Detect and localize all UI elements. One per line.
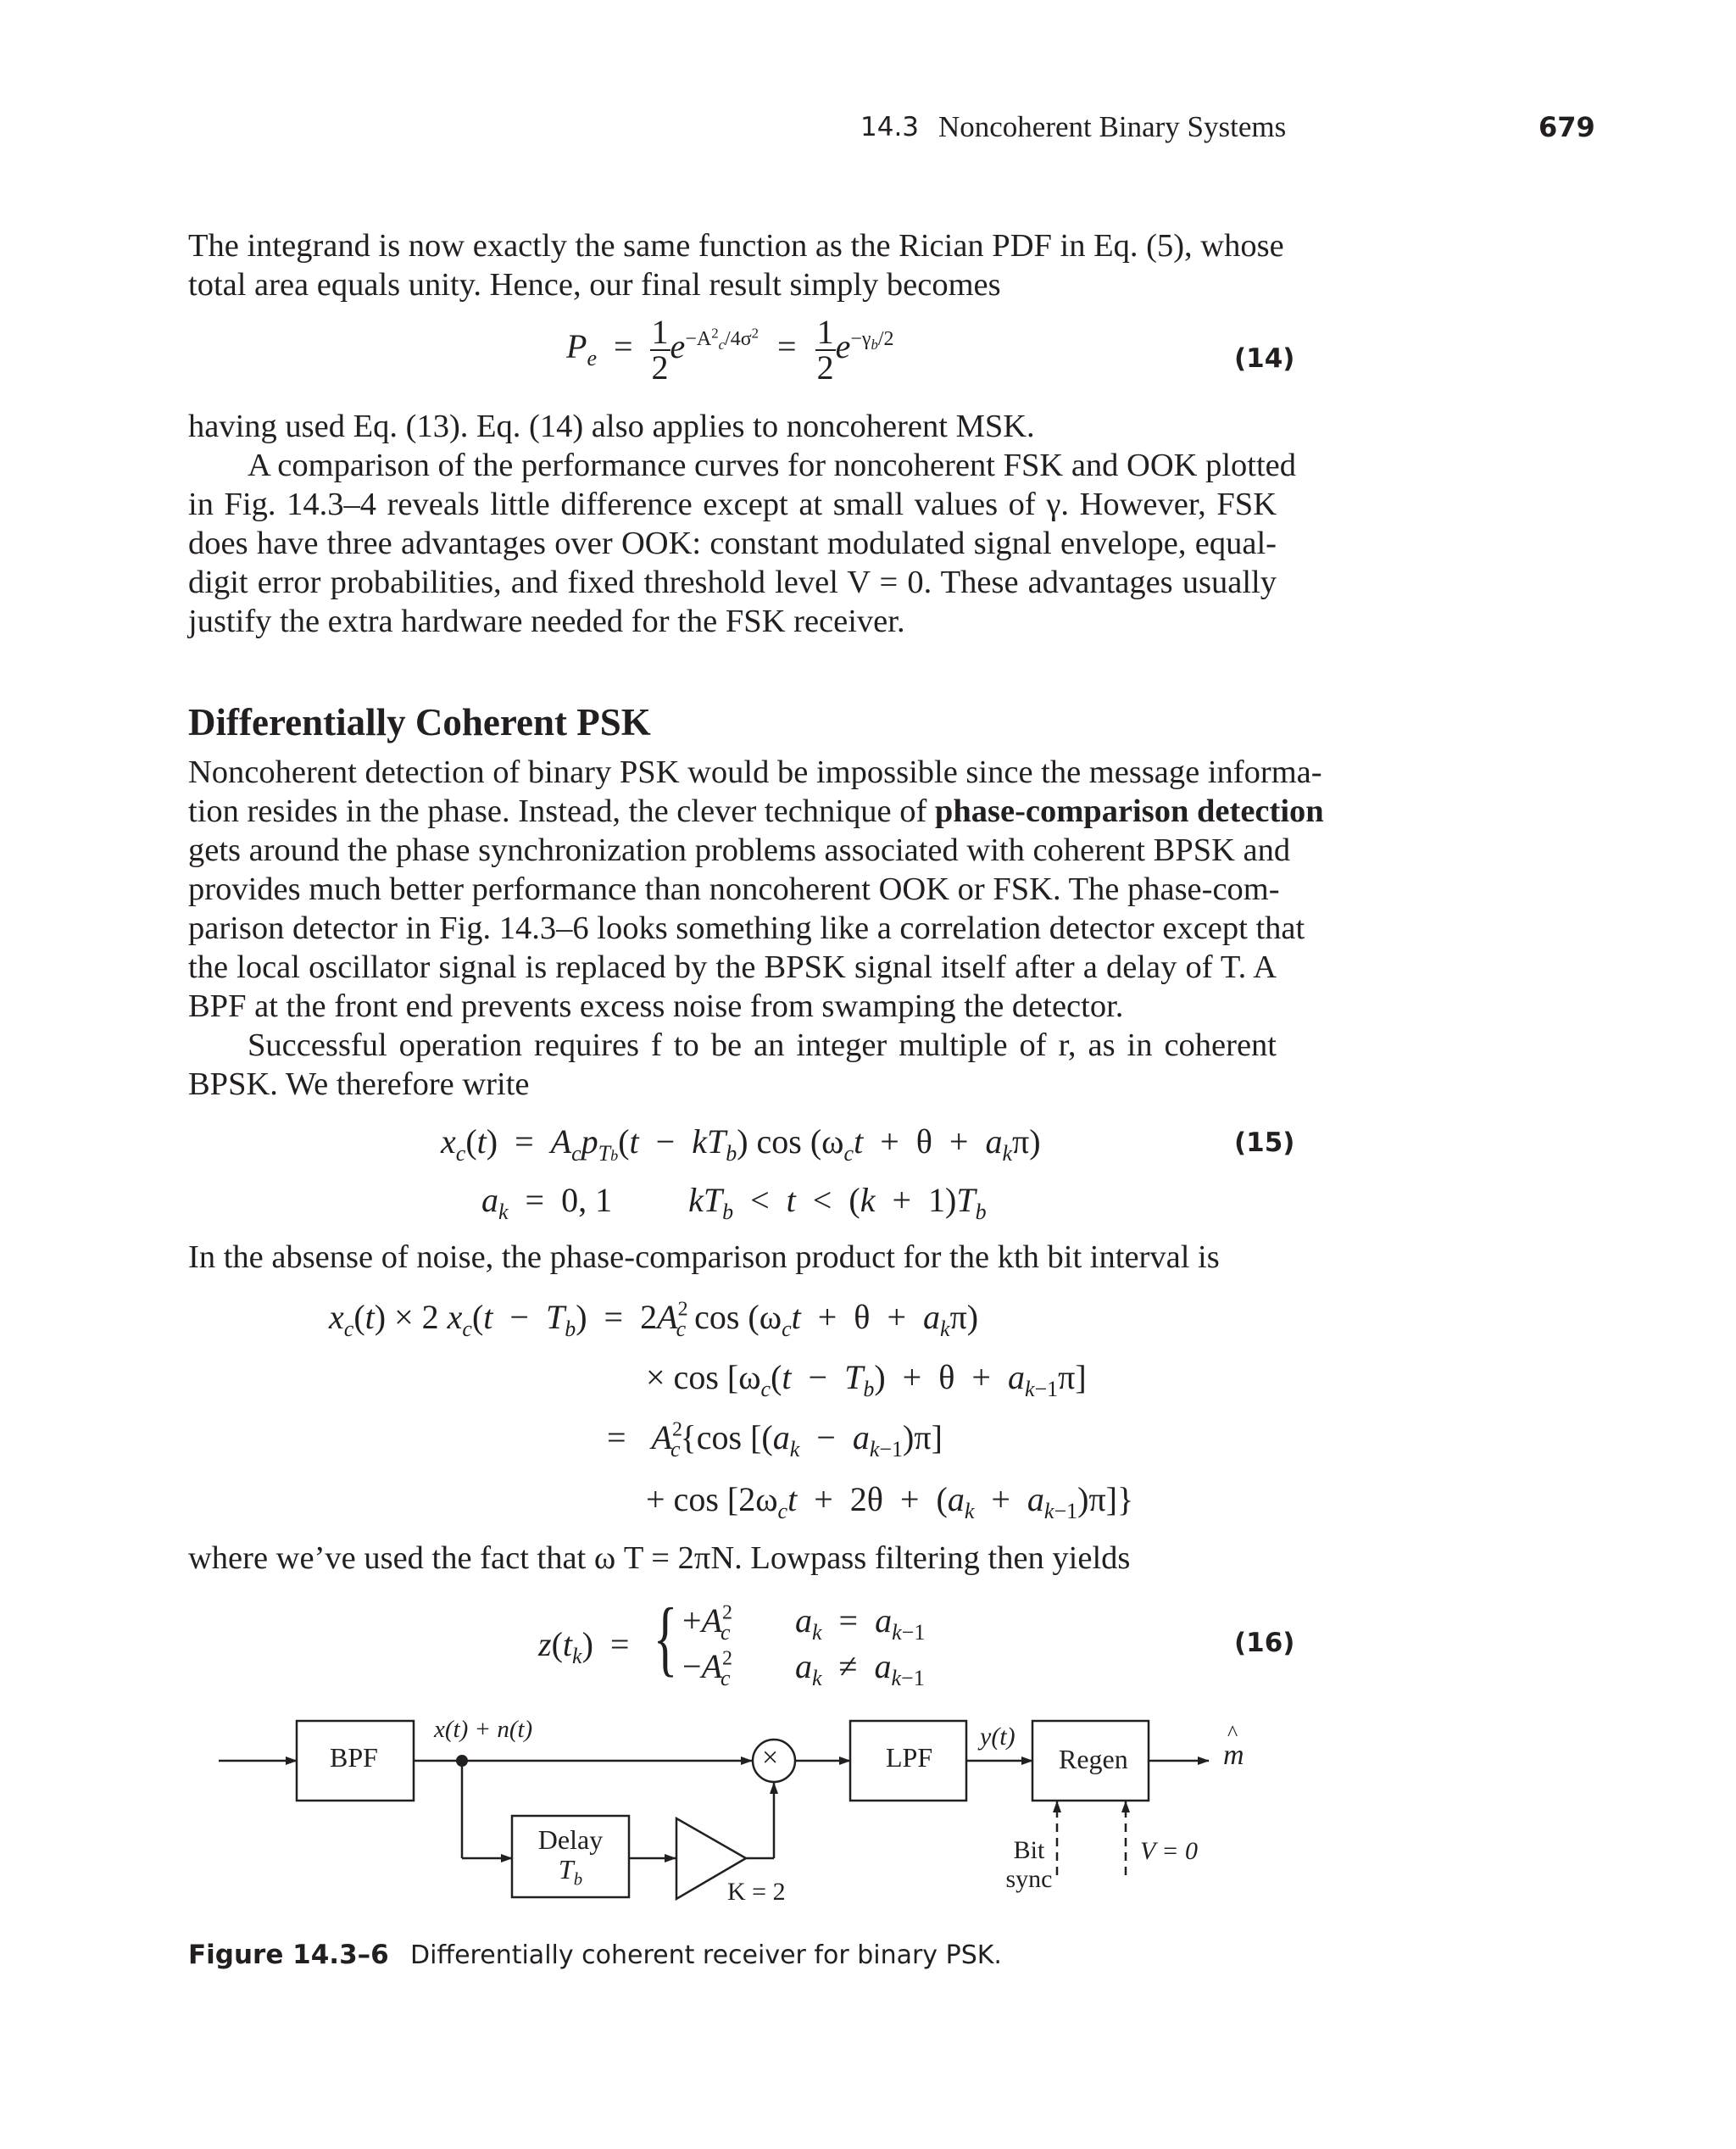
lpf-label: LPF	[886, 1742, 933, 1773]
paragraph-6-line-1: In the absense of noise, the phase-comparison product for the kth bit interval is	[188, 1239, 1220, 1275]
eq14-lhs-sub: e	[587, 346, 597, 371]
multiplier-symbol: ×	[762, 1742, 779, 1773]
equation-14-number: (14)	[1234, 343, 1295, 374]
equation-14: $P_e$ = $\frac{1}{2}$ $e^{-A^2_c/4\sigma^2}$ = $\frac{1}{2}$ $e^{-\gamma_b/2}$	[566, 313, 894, 387]
bit-sync-label	[1002, 1836, 1056, 1894]
paragraph-4-line-3: gets around the phase synchronization problems associated with coherent BPSK and	[188, 832, 1291, 868]
paragraph-4-line-4: provides much better performance than noncoherent OOK or FSK. The phase-com-	[188, 871, 1280, 907]
page-number: 679	[1538, 111, 1595, 143]
product-equation-line-1: $x_c(t) \times 2$ $x_c(t - T_b) = 2A^2_c$ $\cos (\omega_ct + \theta + a_k\pi)$	[329, 1298, 979, 1342]
running-header-title: Noncoherent Binary Systems	[938, 110, 1287, 143]
paragraph-4-line-2-text: tion resides in the phase. Instead, the clever technique of	[188, 793, 935, 829]
paragraph-5-line-2: BPSK. We therefore write	[188, 1066, 530, 1102]
running-header-section-number: 14.3	[860, 112, 920, 142]
product-equation-line-4: + $\cos [2\omega_ct + 2\theta + (a_k + a_{k-1})\pi]$}	[646, 1480, 1134, 1524]
regen-label: Regen	[1059, 1744, 1128, 1774]
eq14-exponent-2-rest: /2	[877, 327, 894, 350]
paragraph-1-line-1: The integrand is now exactly the same function as the Rician PDF in Eq. (5), whose	[188, 228, 1284, 264]
paragraph-4-line-6: the local oscillator signal is replaced by the BPSK signal itself after a delay of T. A	[188, 949, 1277, 985]
eq14-exponent-1: −A	[685, 327, 712, 350]
paragraph-2-line-1: having used Eq. (13). Eq. (14) also applies to noncoherent MSK.	[188, 409, 1035, 444]
paragraph-4-line-1: Noncoherent detection of binary PSK would be impossible since the message informa-	[188, 754, 1322, 790]
paragraph-4-line-7: BPF at the front end prevents excess noise from swamping the detector.	[188, 988, 1124, 1024]
gain-label: K = 2	[727, 1878, 786, 1906]
paragraph-1-line-2: total area equals unity. Hence, our final result simply becomes	[188, 267, 1001, 303]
equation-15-line-1: $x_c(t) = A_cp_{Tb}(t - kT_b)$ $\cos (\omega_ct + \theta + a_k\pi)$	[441, 1122, 1041, 1166]
product-equation-line-3: = $A^2_c\{\cos$ $[(a_k - a_{k-1})\pi]$	[607, 1418, 943, 1462]
delay-label-line-1: Delay	[537, 1824, 604, 1855]
paragraph-4-line-5: parison detector in Fig. 14.3–6 looks something like a correlation detector except that	[188, 910, 1305, 946]
product-equation-line-2: × $\cos [\omega_c(t - T_b) + \theta + a_{k-1}\pi]$	[646, 1358, 1087, 1402]
equation-15-line-2: $a_k = 0$, 1 $kT_b < t < (k + 1)T_b$	[481, 1181, 987, 1225]
equation-15-number: (15)	[1234, 1127, 1295, 1158]
threshold-label: V = 0	[1140, 1837, 1199, 1865]
phase-comparison-detection-term: phase-comparison detection	[934, 793, 1324, 829]
eq14-exponent-1-rest: /4σ	[725, 327, 752, 350]
bit-sync-label-line-1: Bit	[1013, 1836, 1045, 1864]
output-m-hat-label: m ^	[1223, 1721, 1244, 1771]
equation-16-number: (16)	[1234, 1628, 1295, 1658]
paragraph-3-line-2: in Fig. 14.3–4 reveals little difference except at small values of γ. However, FSK	[188, 487, 1277, 522]
eq14-lhs: P	[566, 327, 587, 366]
junction-dot	[456, 1755, 468, 1767]
figure-label: Figure 14.3–6	[188, 1940, 389, 1970]
y-signal-label: y(t)	[980, 1723, 1015, 1751]
eq14-exponent-2: −γ	[850, 327, 871, 350]
paragraph-3-line-3: does have three advantages over OOK: constant modulated signal envelope, equal-	[188, 526, 1277, 561]
paragraph-3-line-4: digit error probabilities, and fixed threshold level V = 0. These advantages usually	[188, 565, 1277, 600]
delay-label-t: T	[558, 1854, 574, 1885]
section-heading: Differentially Coherent PSK	[188, 701, 651, 743]
paragraph-5-line-1: Successful operation requires f to be an integer multiple of r, as in coherent	[248, 1027, 1277, 1063]
paragraph-3-line-1: A comparison of the performance curves for noncoherent FSK and OOK plotted	[248, 448, 1297, 483]
delay-label	[512, 1824, 629, 1890]
bit-sync-label-line-2: sync	[1005, 1865, 1053, 1893]
output-symbol: m	[1223, 1740, 1244, 1771]
delay-label-line-2: $T_b$	[558, 1854, 583, 1890]
paragraph-3-line-5: justify the extra hardware needed for the FSK receiver.	[188, 604, 905, 639]
paragraph-7-line-1: where we’ve used the fact that ω T = 2πN. Lowpass filtering then yields	[188, 1540, 1131, 1576]
figure-caption: Differentially coherent receiver for binary PSK.	[410, 1940, 1002, 1970]
input-signal-label: x(t) + n(t)	[434, 1716, 533, 1743]
bpf-label: BPF	[330, 1742, 378, 1773]
